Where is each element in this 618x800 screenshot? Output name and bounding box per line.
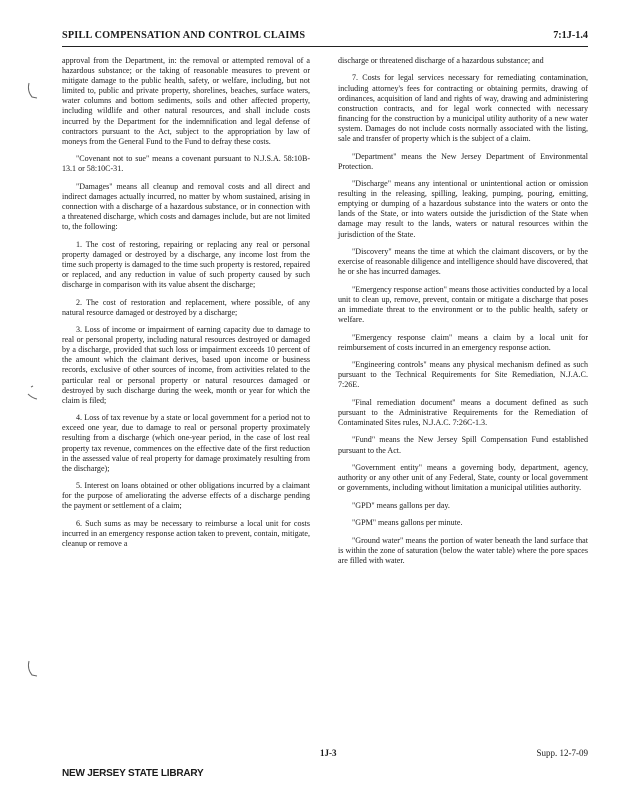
- binder-hole-mark-icon: [26, 82, 40, 100]
- paragraph: 5. Interest on loans obtained or other obligations incurred by a claimant for the purpose of ameliorating the adverse effects of a discharge pending the payment or settlement of a claim;: [62, 481, 310, 511]
- running-header: [62, 30, 588, 46]
- paragraph: 1. The cost of restoring, repairing or replacing any real or personal property damaged or destroyed by a discharge, any income lost from the time such property is damaged to the time such property is restored, repaired or replaced, and any reduction in value of such property caused by such discharge in comparison with its value absent the discharge;: [62, 239, 310, 290]
- paragraph: "Fund" means the New Jersey Spill Compensation Fund established pursuant to the Act.: [338, 435, 588, 455]
- paragraph: 4. Loss of tax revenue by a state or local government for a period not to exceed one year, due to damage to real or personal property proximately resulting from a discharge (which one-year period, in the case of lost real property tax revenue, commences on the effective date of the first reduction in the assessed value of real property for damage proximately resulting from the discharge);: [62, 413, 310, 473]
- left-column: [62, 56, 310, 557]
- header-title: SPILL COMPENSATION AND CONTROL CLAIMS: [62, 30, 306, 41]
- binder-hole-mark-icon: [26, 660, 40, 678]
- paragraph: 7. Costs for legal services necessary for remediating contamination, including attorney's fees for contracting or obtaining permits, drawing of ordinances, acquisition of land and rights of way, drawing and administering construction contracts, and for legal work connected with necessary financing for the construction by a municipal utility authority of a new water system. Damages do not include costs normally associated with the listing, sale and transfer of property which is the subject of a claim.: [338, 73, 588, 144]
- page-number: 1J-3: [320, 748, 337, 758]
- library-stamp: NEW JERSEY STATE LIBRARY: [62, 768, 204, 779]
- paragraph: "Emergency response action" means those activities conducted by a local unit to clean up, remove, prevent, contain or mitigate a discharge that poses an immediate threat to the environment or to the public health, safety or welfare.: [338, 284, 588, 325]
- header-rule: [62, 46, 588, 47]
- paragraph: "Engineering controls" means any physical mechanism defined as such pursuant to the Technical Requirements for Site Remediation, N.J.A.C. 7:26E.: [338, 360, 588, 390]
- paragraph: discharge or threatened discharge of a hazardous substance; and: [338, 56, 544, 65]
- paragraph: "Emergency response claim" means a claim by a local unit for reimbursement of costs incurred in an emergency response action.: [338, 332, 588, 352]
- paragraph: approval from the Department, in: the removal or attempted removal of a hazardous substance; or the taking of reasonable measures to prevent or mitigate damage to the public health, safety, or welfare, including, but not limited to, public and private property, shorelines, beaches, surface waters, water columns and bottom sediments, soils and other affected property, including wildlife and other natural resources, and shall include costs incurred by the Department for the indemnification and legal defense of contractors pursuant to the Act, subject to the appropriation by law of moneys from the General Fund to the Fund to defray these costs.: [62, 56, 310, 146]
- page-footer: [62, 748, 588, 764]
- paragraph: "GPD" means gallons per day.: [352, 500, 450, 510]
- paragraph: "Discharge" means any intentional or unintentional action or omission resulting in the releasing, spilling, leaking, pumping, pouring, emitting, emptying or dumping of a hazardous substance into the waters or onto the lands of the State, or into waters outside the jurisdiction of the State when damage may result to the lands, waters or natural resources within the jurisdiction of the State.: [338, 179, 588, 239]
- paragraph: 6. Such sums as may be necessary to reimburse a local unit for costs incurred in an emergency response action taken to prevent, contain, mitigate, cleanup or remove a: [62, 518, 310, 549]
- header-section-code: 7:1J-1.4: [553, 30, 588, 41]
- binder-hole-mark-icon: [26, 384, 40, 402]
- supplement-date: Supp. 12-7-09: [536, 748, 588, 758]
- right-column: [338, 56, 588, 573]
- paragraph: "Ground water" means the portion of water beneath the land surface that is within the zone of saturation (below the water table) where the pore spaces are filled with water.: [338, 535, 588, 565]
- paragraph: "Department" means the New Jersey Department of Environmental Protection.: [338, 151, 588, 171]
- paragraph: "Damages" means all cleanup and removal costs and all direct and indirect damages actually incurred, no matter by whom sustained, arising in connection with a discharge of a hazardous substance, or in connection with a threatened discharge, which costs and damages include, but are not limited to, the following:: [62, 181, 310, 232]
- paragraph: 3. Loss of income or impairment of earning capacity due to damage to real or personal property, including natural resources destroyed or damaged by a discharge, provided that such loss or impairment exceeds 10 percent of the amount which the claimant derives, based upon income or business records, exclusive of other sources of income, from activities related to the particular real or personal property or natural resources damaged or destroyed by such discharge during the week, month or year for which the claim is filed;: [62, 325, 310, 405]
- paragraph: "Covenant not to sue" means a covenant pursuant to N.J.S.A. 58:10B-13.1 or 58:10C-31.: [62, 154, 310, 174]
- paragraph: "Government entity" means a governing body, department, agency, authority or any other unit of any Federal, State, county or local government or governments, including without limitation a municipal utilities authority.: [338, 463, 588, 493]
- paragraph: 2. The cost of restoration and replacement, where possible, of any natural resource damaged or destroyed by a discharge;: [62, 297, 310, 317]
- paragraph: "Discovery" means the time at which the claimant discovers, or by the exercise of reasonable diligence and intelligence should have discovered, that he or she has incurred damages.: [338, 247, 588, 277]
- paragraph: "GPM" means gallons per minute.: [352, 518, 463, 528]
- paragraph: "Final remediation document" means a document defined as such pursuant to the Administrative Requirements for the Remediation of Contaminated Sites rules, N.J.A.C. 7:26C-1.3.: [338, 397, 588, 427]
